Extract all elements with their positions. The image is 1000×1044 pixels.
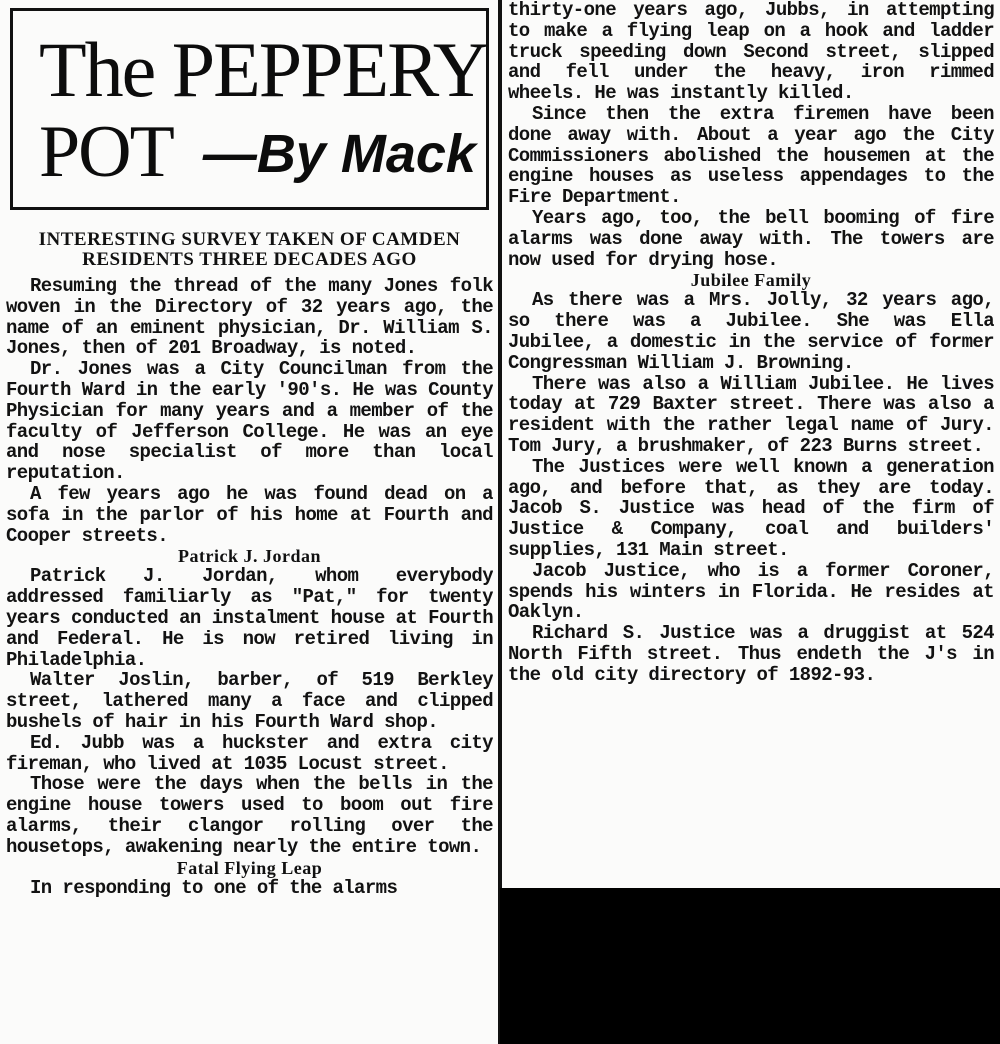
paragraph: Since then the extra firemen have been done away with. About a year ago the City Commissioners abolished the housemen at the engine houses as useless appendages to the Fire Department. bbox=[508, 102, 994, 209]
paragraph: Dr. Jones was a City Councilman from the Fourth Ward in the early '90's. He was County Physician for many years and a member of the faculty of Jefferson College. He was an eye and nose specialist of more than local reputation. bbox=[6, 358, 493, 485]
paragraph: Patrick J. Jordan, whom everybody addressed familiarly as "Pat," for twenty years conducted an instalment house at Fourth and Federal. He is now retired living in Philadelphia. bbox=[6, 565, 493, 671]
paragraph: Resuming the thread of the many Jones folk woven in the Directory of 32 years ago, the name of an eminent physician, Dr. William S. Jones, then of 201 Broadway, is noted. bbox=[6, 275, 493, 360]
masthead-title-line2 bbox=[39, 111, 476, 193]
paragraph: A few years ago he was found dead on a sofa in the parlor of his home at Fourth and Cooper streets. bbox=[6, 482, 493, 547]
paragraph: thirty-one years ago, Jubbs, in attempting to make a flying leap on a hook and ladder truck speeding down Second street, slipped and fell under the heavy, iron rimmed wheels. He was instantly killed. bbox=[508, 0, 994, 105]
paragraph: Walter Joslin, barber, of 519 Berkley street, lathered many a face and clipped bushels of hair in his Fourth Ward shop. bbox=[6, 669, 493, 733]
masthead-title-line1: The PEPPERY bbox=[39, 26, 488, 113]
paragraph: Richard S. Justice was a druggist at 524 North Fifth street. Thus endeth the J's in the old city directory of 1892-93. bbox=[508, 622, 994, 686]
paragraph: In responding to one of the alarms bbox=[30, 876, 398, 899]
subhead-patrick-jordan: Patrick J. Jordan bbox=[178, 546, 321, 567]
paragraph: Ed. Jubb was a huckster and extra city fireman, who lived at 1035 Locust street. bbox=[6, 731, 493, 775]
paragraph: There was also a William Jubilee. He lives today at 729 Baxter street. There was also a resident with the rather legal name of Jury. Tom Jury, a brushmaker, of 223 Burns street. bbox=[508, 372, 994, 457]
subhead-fatal-flying-leap: Fatal Flying Leap bbox=[176, 857, 323, 878]
article-headline: INTERESTING SURVEY TAKEN OF CAMDEN RESIDENTS THREE DECADES AGO bbox=[38, 229, 461, 270]
left-column bbox=[6, 6, 493, 1040]
black-redaction-block bbox=[500, 888, 1000, 1044]
masthead-byline: —By Mack bbox=[202, 124, 476, 184]
paragraph: Years ago, too, the bell booming of fire alarms was done away with. The towers are now used for drying hose. bbox=[508, 206, 994, 271]
right-column bbox=[508, 0, 994, 890]
paragraph: Those were the days when the bells in the engine house towers used to boom out fire alarms, their clangor rolling over the housetops, awakening nearly the entire town. bbox=[6, 773, 493, 858]
paragraph: Jacob Justice, who is a former Coroner, spends his winters in Florida. He resides at Oaklyn. bbox=[508, 559, 994, 624]
masthead-title-pot: POT bbox=[39, 111, 173, 193]
paragraph: The Justices were well known a generation ago, and before that, as they are today. Jacob S. Justice was head of the firm of Justice & Company, coal and builders' supplies, 131 Main street. bbox=[508, 455, 994, 561]
paragraph: As there was a Mrs. Jolly, 32 years ago, so there was a Jubilee. She was Ella Jubilee, a domestic in the service of former Congressman William J. Browning. bbox=[508, 289, 994, 374]
masthead-box bbox=[10, 8, 489, 210]
subhead-jubilee-family: Jubilee Family bbox=[690, 270, 812, 291]
